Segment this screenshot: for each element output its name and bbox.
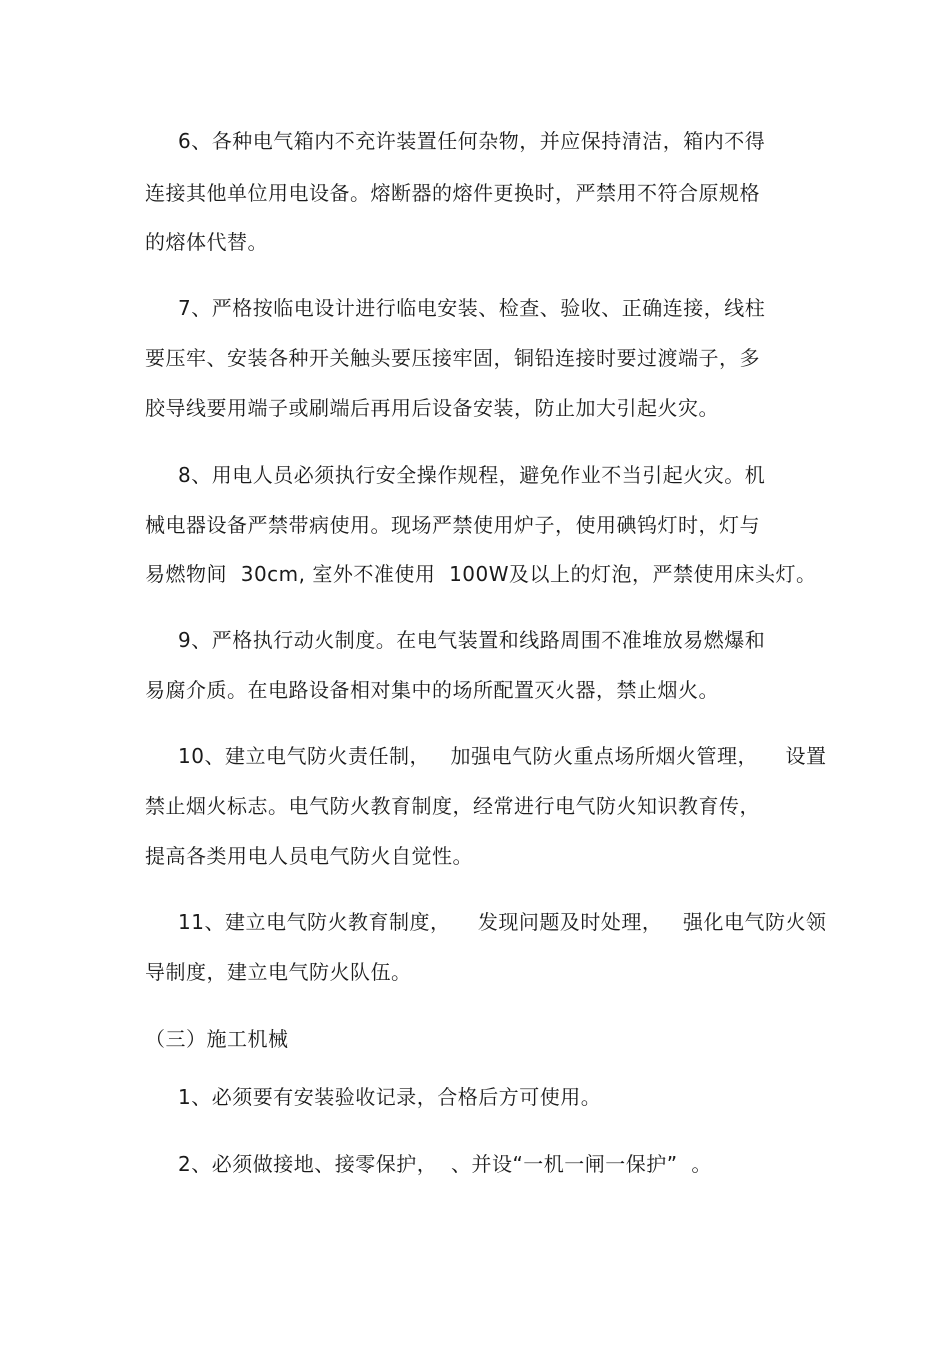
paragraph-6-line-2: 连接其他单位用电设备。熔断器的熔件更换时，严禁用不符合原规格 [145, 181, 760, 205]
paragraph-6-line-1: 6、各种电气箱内不充许装置任何杂物，并应保持清洁，箱内不得 [178, 129, 766, 153]
paragraph-10-line-3: 提高各类用电人员电气防火自觉性。 [145, 844, 473, 868]
paragraph-11-line-2: 导制度，建立电气防火队伍。 [145, 960, 412, 984]
paragraph-8-line-3: 易燃物间 30cm, 室外不准使用 100W及以上的灯泡，严禁使用床头灯。 [145, 562, 817, 586]
paragraph-7-line-1: 7、严格按临电设计进行临电安装、检查、验收、正确连接，线柱 [178, 296, 766, 320]
paragraph-8-line-1: 8、用电人员必须执行安全操作规程，避免作业不当引起火灾。机 [178, 463, 766, 487]
paragraph-10-line-1: 10、建立电气防火责任制， 加强电气防火重点场所烟火管理， 设置 [178, 744, 827, 768]
paragraph-9-line-2: 易腐介质。在电路设备相对集中的场所配置灭火器，禁止烟火。 [145, 678, 719, 702]
list-item-2: 2、必须做接地、接零保护， 、并设“一机一闸一保护” 。 [178, 1152, 712, 1176]
paragraph-7-line-2: 要压牢、安装各种开关触头要压接牢固，铜铅连接时要过渡端子，多 [145, 346, 760, 370]
paragraph-6-line-3: 的熔体代替。 [145, 230, 268, 254]
paragraph-9-line-1: 9、严格执行动火制度。在电气装置和线路周围不准堆放易燃爆和 [178, 628, 766, 652]
paragraph-8-line-2: 械电器设备严禁带病使用。现场严禁使用炉子，使用碘钨灯时，灯与 [145, 513, 760, 537]
paragraph-11-line-1: 11、建立电气防火教育制度， 发现问题及时处理， 强化电气防火领 [178, 910, 827, 934]
paragraph-10-line-2: 禁止烟火标志。电气防火教育制度，经常进行电气防火知识教育传， [145, 794, 760, 818]
list-item-1: 1、必须要有安装验收记录，合格后方可使用。 [178, 1085, 602, 1109]
paragraph-7-line-3: 胶导线要用端子或刷端后再用后设备安装，防止加大引起火灾。 [145, 396, 719, 420]
section-heading: （三）施工机械 [145, 1027, 289, 1051]
